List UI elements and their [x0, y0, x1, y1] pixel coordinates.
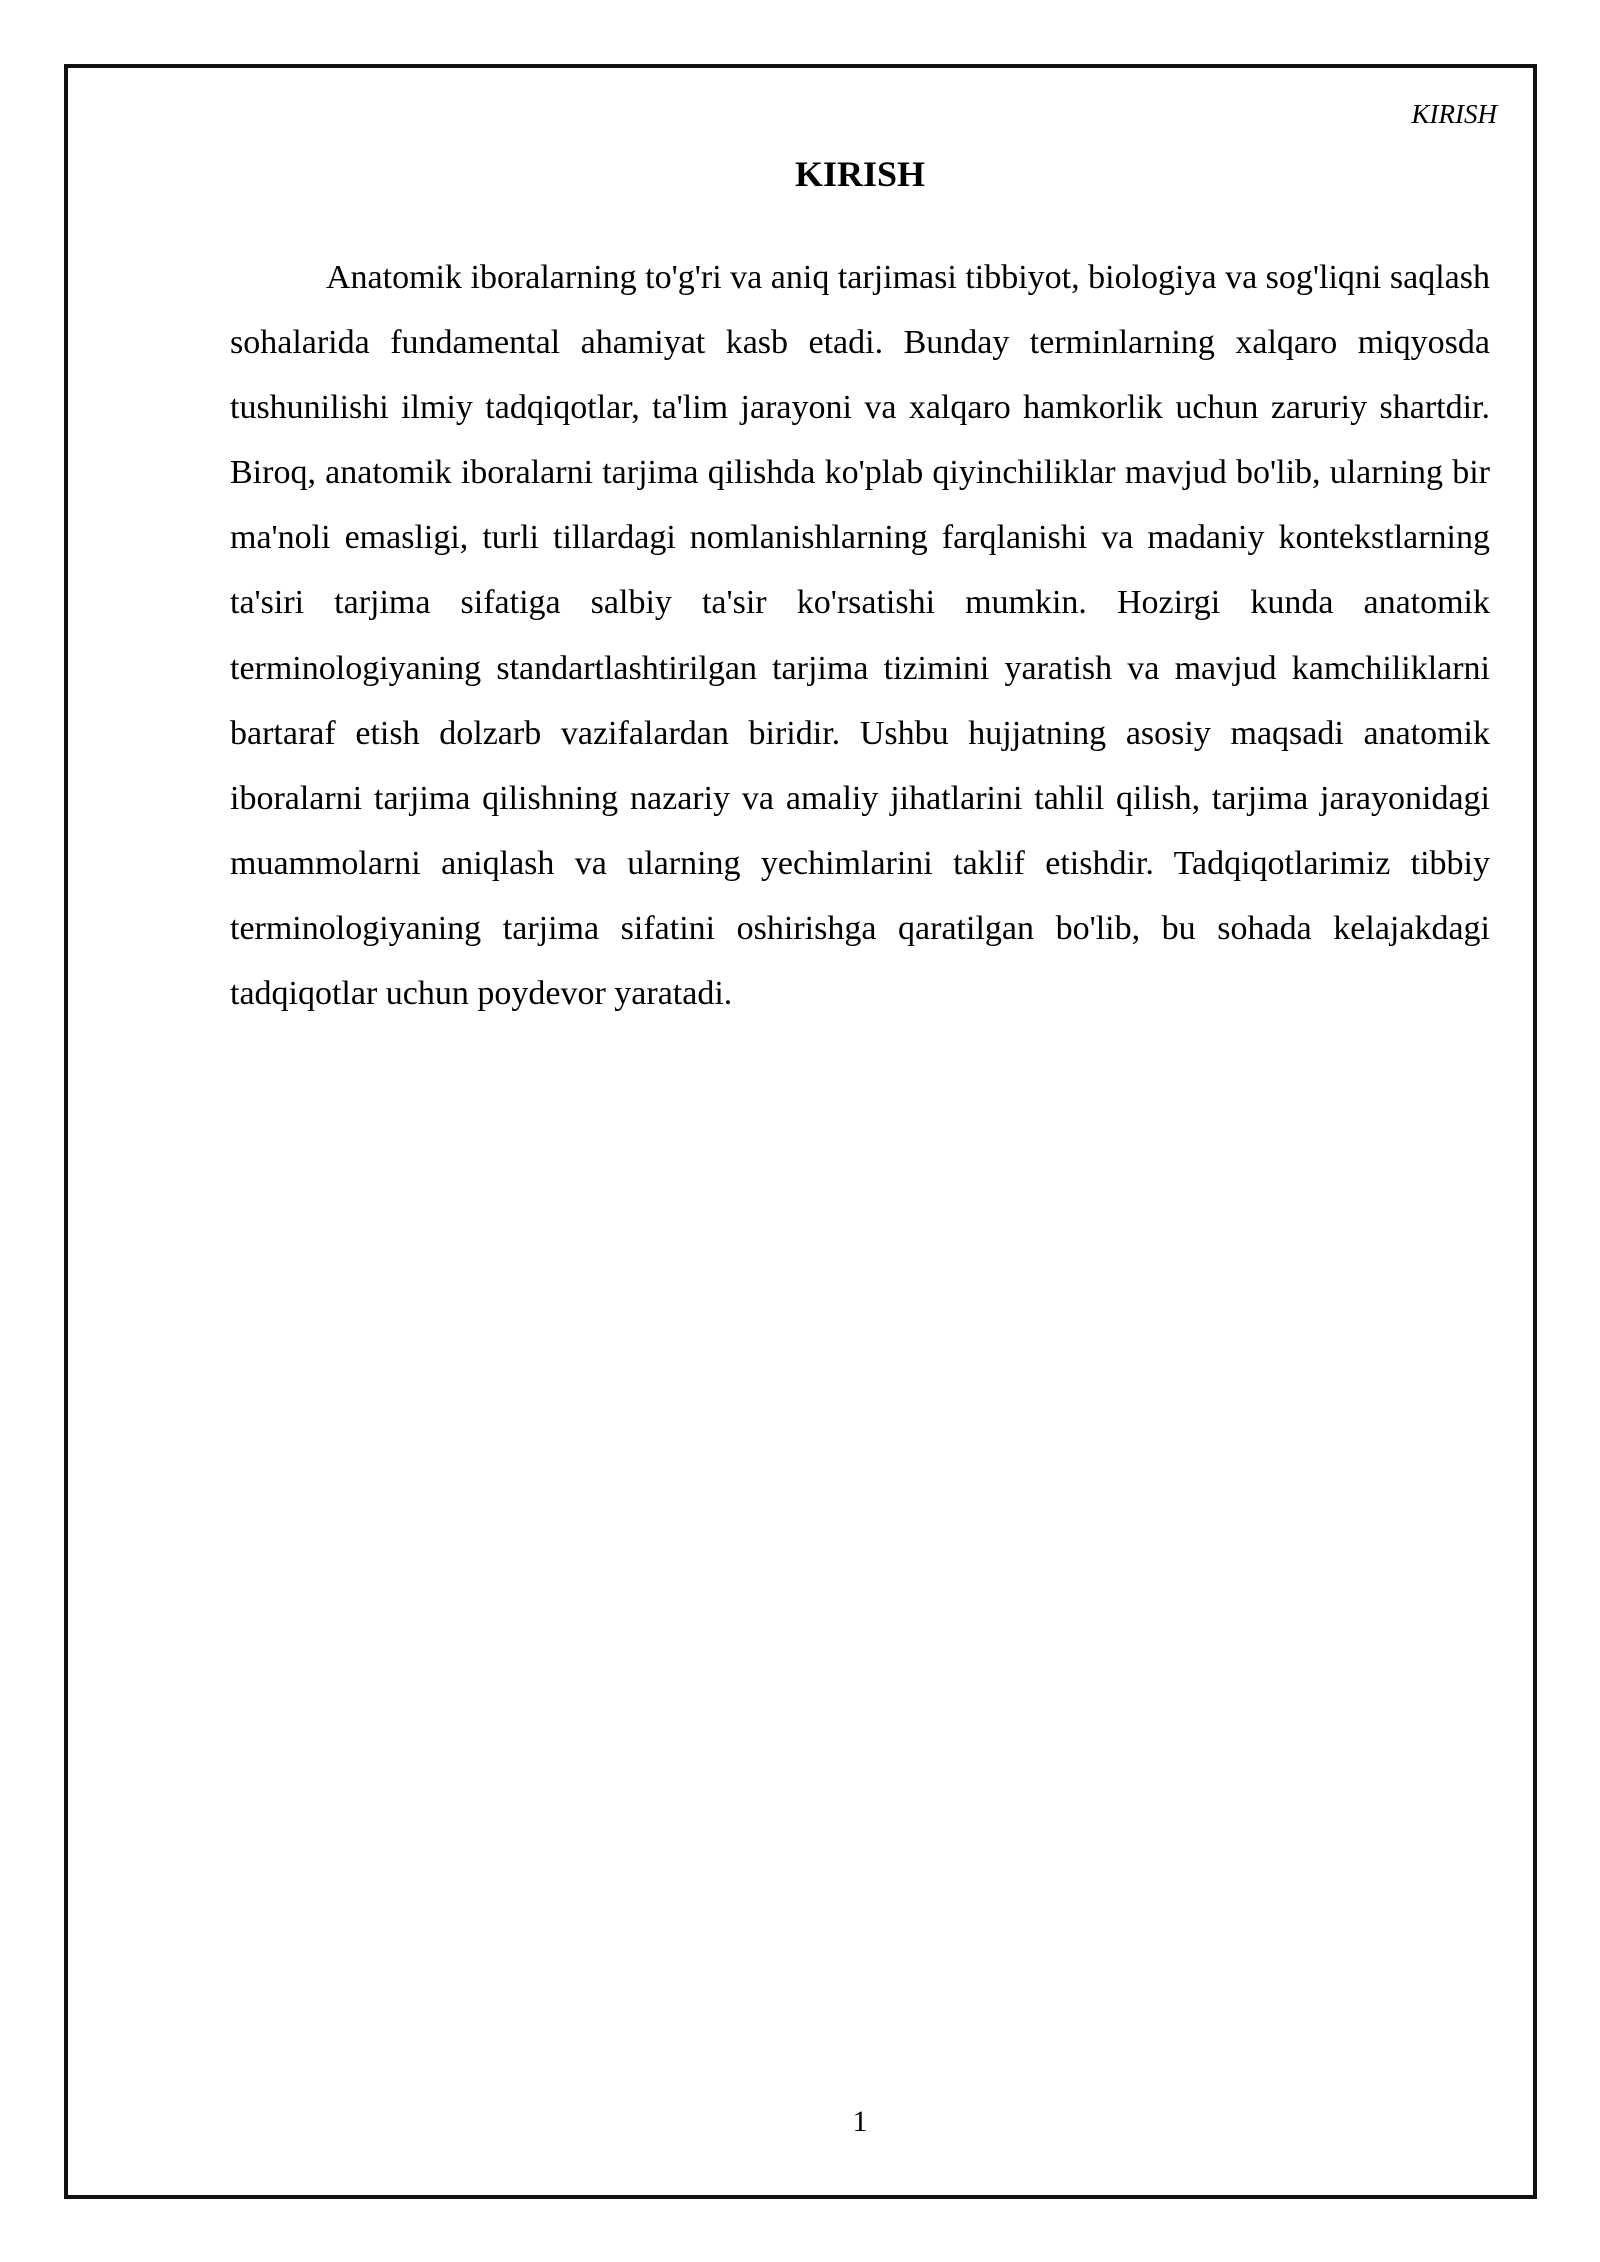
- page-number: 1: [852, 2105, 868, 2138]
- running-header: KIRISH: [1411, 99, 1497, 129]
- page-title: KIRISH: [794, 154, 926, 194]
- body-paragraph: Anatomik iboralarning to'g'ri va aniq tarjimasi tibbiyot, biologiya va sog'liqni saqlash sohalarida fundamental ahamiyat kasb etadi. Bunday terminlarning xalqaro miqyosda tushunilishi ilmiy tadqiqotlar, ta'lim jarayoni va xalqaro hamkorlik uchun zaruriy shartdir. Biroq, anatomik iboralarni tarjima qilishda ko'plab qiyinchiliklar mavjud bo'lib, ularning bir ma'noli emasligi, turli tillardagi nomlanishlarning farqlanishi va madaniy kontekstlarning ta'siri tarjima sifatiga salbiy ta'sir ko'rsatishi mumkin. Hozirgi kunda anatomik terminologiyaning standartlashtirilgan tarjima tizimini yaratish va mavjud kamchiliklarni bartaraf etish dolzarb vazifalardan biridir. Ushbu hujjatning asosiy maqsadi anatomik iboralarni tarjima qilishning nazariy va amaliy jihatlarini tahlil qilish, tarjima jarayonidagi muammolarni aniqlash va ularning yechimlarini taklif etishdir. Tadqiqotlarimiz tibbiy terminologiyaning tarjima sifatini oshirishga qaratilgan bo'lib, bu sohada kelajakdagi tadqiqotlar uchun poydevor yaratadi.: [230, 259, 1490, 1013]
